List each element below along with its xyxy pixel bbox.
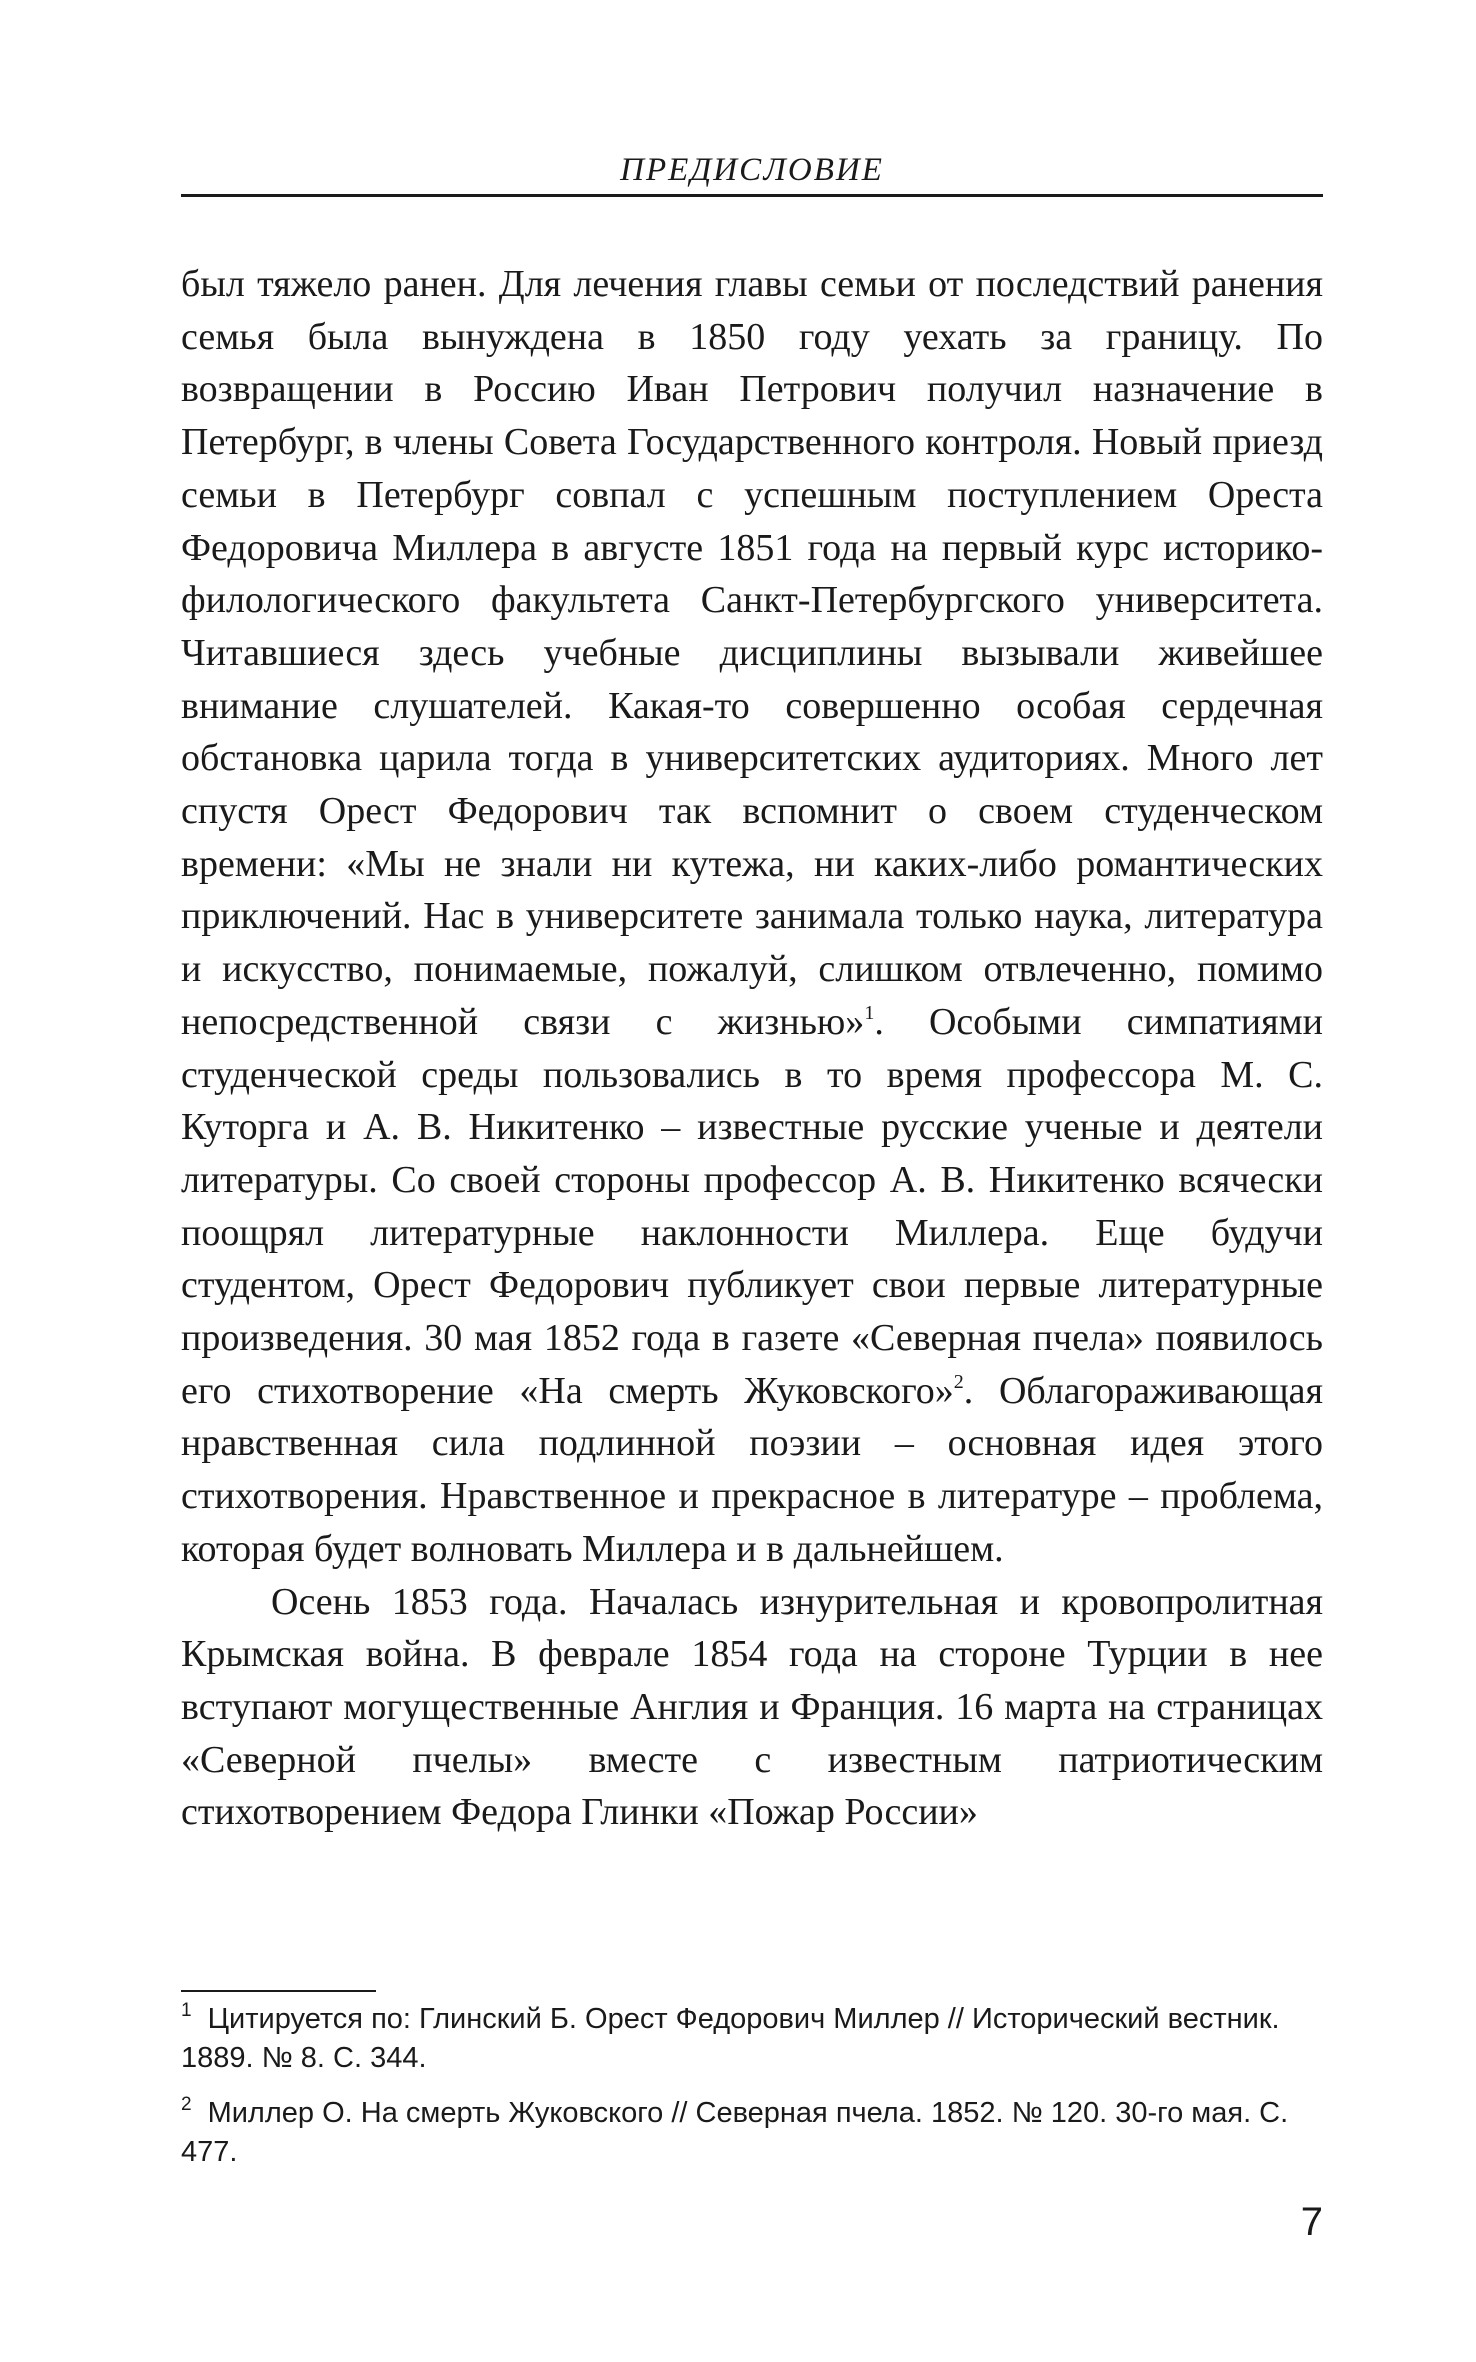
footnote-rule [181, 1990, 376, 1992]
footnote-2-mark: 2 [181, 2094, 192, 2115]
paragraph-1 [181, 258, 1323, 1576]
footnote-reference-1: 1 [864, 1001, 875, 1024]
running-header: ПРЕДИСЛОВИЕ [620, 152, 884, 188]
paragraph-2: Осень 1853 года. Началась изнурительная и кровопролитная Крымская война. В феврале 1854 года на стороне Турции в нее вступают могущественные Англия и Франция. 16 марта на страницах «Северной пчелы» вместе с известным патриотическим стихотворением Федора Глинки «Пожар России» [181, 1580, 1323, 1834]
footnote-2 [181, 2094, 1323, 2172]
paragraph-1-part-c: . Облагораживающая нравственная сила подлинной поэзии – основная идея этого стихотворения. Нравственное и прекрасное в литературе – проблема, которая будет волновать Миллера и в дальнейшем. [181, 1369, 1323, 1570]
footnote-1-text: Цитируется по: Глинский Б. Орест Федорович Миллер // Исторический вестник. 1889. № 8. С. 344. [181, 2003, 1280, 2074]
footnote-2-text: Миллер О. На смерть Жуковского // Северная пчела. 1852. № 120. 30-го мая. С. 477. [181, 2097, 1289, 2168]
footnote-1-mark: 1 [181, 2000, 192, 2021]
main-text [181, 258, 1323, 1839]
footnotes [181, 2000, 1323, 2188]
footnote-reference-2: 2 [953, 1370, 964, 1393]
page-number: 7 [1300, 2200, 1323, 2244]
header-rule [181, 194, 1323, 197]
footnote-1 [181, 2000, 1323, 2078]
paragraph-1-part-b: . Особыми симпатиями студенческой среды пользовались в то время профессора М. С. Куторга и А. В. Никитенко – известные русские ученые и деятели литературы. Со своей стороны профессор А. В. Никитенко всячески поощрял литературные наклонности Миллера. Еще будучи студентом, Орест Федорович публикует свои первые литературные произведения. 30 мая 1852 года в газете «Северная пчела» появилось его стихотворение «На смерть Жуковского» [181, 1000, 1323, 1412]
paragraph-1-part-a: был тяжело ранен. Для лечения главы семьи от последствий ранения семья была вынуждена в 1850 году уехать за границу. По возвращении в Россию Иван Петрович получил назначение в Петербург, в члены Совета Государственного контроля. Новый приезд семьи в Петербург совпал с успешным поступлением Ореста Федоровича Миллера в августе 1851 года на первый курс историко-филологического факультета Санкт-Петербургского университета. Читавшиеся здесь учебные дисциплины вызывали живейшее внимание слушателей. Какая-то совершенно особая сердечная обстановка царила тогда в университетских аудиториях. Много лет спустя Орест Федорович так вспомнит о своем студенческом времени: «Мы не знали ни кутежа, ни каких-либо романтических приключений. Нас в университете занимала только наука, литература и искусство, понимаемые, пожалуй, слишком отвлеченно, помимо непосредственной связи с жизнью» [181, 263, 1323, 1043]
